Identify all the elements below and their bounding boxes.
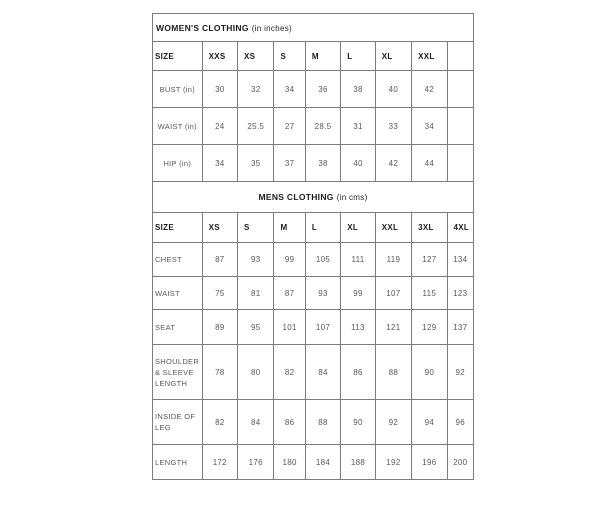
measurement-value: 93: [305, 277, 340, 310]
empty-cell: [447, 108, 473, 145]
measurement-value: 92: [447, 345, 473, 400]
mens-length-row: [153, 445, 474, 480]
measurement-value: 119: [375, 243, 411, 277]
measurement-label: LENGTH: [153, 445, 203, 480]
measurement-value: 36: [305, 71, 340, 108]
measurement-value: 82: [274, 345, 305, 400]
measurement-value: 38: [305, 145, 340, 182]
mens-section-title: [153, 182, 474, 213]
mens-title-text: MENS CLOTHING: [258, 192, 334, 202]
measurement-value: 107: [375, 277, 411, 310]
column-header: L: [305, 213, 340, 243]
column-header: 4XL: [447, 213, 473, 243]
womens-hip-row: [153, 145, 474, 182]
measurement-value: 82: [202, 400, 237, 445]
measurement-value: 42: [412, 71, 447, 108]
measurement-value: 40: [375, 71, 411, 108]
column-header: XL: [341, 213, 375, 243]
column-header: M: [305, 42, 340, 71]
measurement-value: 180: [274, 445, 305, 480]
column-header: M: [274, 213, 305, 243]
measurement-value: 134: [447, 243, 473, 277]
measurement-value: 99: [341, 277, 375, 310]
womens-title-row: [153, 14, 474, 42]
measurement-value: 37: [274, 145, 305, 182]
measurement-value: 87: [274, 277, 305, 310]
measurement-value: 101: [274, 310, 305, 345]
measurement-label: INSIDE OF LEG: [153, 400, 203, 445]
column-header: XS: [202, 213, 237, 243]
measurement-value: 192: [375, 445, 411, 480]
measurement-value: 200: [447, 445, 473, 480]
measurement-value: 44: [412, 145, 447, 182]
measurement-value: 34: [202, 145, 237, 182]
measurement-value: 92: [375, 400, 411, 445]
measurement-value: 42: [375, 145, 411, 182]
womens-waist-row: [153, 108, 474, 145]
mens-shoulder-sleeve-row: [153, 345, 474, 400]
measurement-value: 93: [238, 243, 274, 277]
column-header: 3XL: [412, 213, 447, 243]
measurement-value: 33: [375, 108, 411, 145]
empty-cell: [447, 145, 473, 182]
womens-section-title: [153, 14, 474, 42]
measurement-value: 95: [238, 310, 274, 345]
column-header: XXL: [375, 213, 411, 243]
measurement-value: 172: [202, 445, 237, 480]
measurement-value: 96: [447, 400, 473, 445]
measurement-value: 34: [274, 71, 305, 108]
womens-header-row: [153, 42, 474, 71]
mens-waist-row: [153, 277, 474, 310]
measurement-value: 90: [341, 400, 375, 445]
measurement-value: 38: [341, 71, 375, 108]
measurement-label: SEAT: [153, 310, 203, 345]
measurement-value: 88: [305, 400, 340, 445]
measurement-label: CHEST: [153, 243, 203, 277]
measurement-value: 87: [202, 243, 237, 277]
mens-chest-row: [153, 243, 474, 277]
measurement-value: 86: [274, 400, 305, 445]
measurement-value: 188: [341, 445, 375, 480]
measurement-value: 121: [375, 310, 411, 345]
mens-title-unit: (in cms): [336, 193, 368, 202]
measurement-value: 99: [274, 243, 305, 277]
column-header: S: [238, 213, 274, 243]
measurement-value: 184: [305, 445, 340, 480]
size-chart-table: [152, 13, 474, 480]
womens-bust-row: [153, 71, 474, 108]
measurement-value: 84: [305, 345, 340, 400]
measurement-value: 31: [341, 108, 375, 145]
measurement-label: WAIST: [153, 277, 203, 310]
measurement-value: 113: [341, 310, 375, 345]
column-header: L: [341, 42, 375, 71]
mens-title-row: [153, 182, 474, 213]
measurement-value: 90: [412, 345, 447, 400]
measurement-label: HIP (in): [153, 145, 203, 182]
measurement-label: WAIST (in): [153, 108, 203, 145]
measurement-value: 115: [412, 277, 447, 310]
measurement-value: 80: [238, 345, 274, 400]
measurement-value: 111: [341, 243, 375, 277]
measurement-value: 94: [412, 400, 447, 445]
measurement-value: 75: [202, 277, 237, 310]
measurement-value: 123: [447, 277, 473, 310]
mens-inside-leg-row: [153, 400, 474, 445]
womens-title-unit: (in inches): [251, 23, 292, 33]
measurement-value: 27: [274, 108, 305, 145]
measurement-value: 28.5: [305, 108, 340, 145]
column-header: XL: [375, 42, 411, 71]
measurement-value: 127: [412, 243, 447, 277]
measurement-value: 176: [238, 445, 274, 480]
womens-title-text: WOMEN'S CLOTHING: [156, 22, 249, 33]
measurement-value: 86: [341, 345, 375, 400]
measurement-value: 84: [238, 400, 274, 445]
measurement-label: SHOULDER & SLEEVE LENGTH: [153, 345, 203, 400]
measurement-value: 89: [202, 310, 237, 345]
measurement-value: 32: [238, 71, 274, 108]
measurement-value: 25.5: [238, 108, 274, 145]
measurement-value: 137: [447, 310, 473, 345]
mens-seat-row: [153, 310, 474, 345]
column-header: XXL: [412, 42, 447, 71]
measurement-value: 30: [202, 71, 237, 108]
measurement-value: 24: [202, 108, 237, 145]
measurement-value: 88: [375, 345, 411, 400]
mens-size-header: SIZE: [153, 213, 203, 243]
womens-size-header: SIZE: [153, 42, 203, 71]
measurement-label: BUST (in): [153, 71, 203, 108]
measurement-value: 40: [341, 145, 375, 182]
measurement-value: 34: [412, 108, 447, 145]
measurement-value: 196: [412, 445, 447, 480]
column-header: S: [274, 42, 305, 71]
measurement-value: 78: [202, 345, 237, 400]
measurement-value: 107: [305, 310, 340, 345]
measurement-value: 105: [305, 243, 340, 277]
measurement-value: 129: [412, 310, 447, 345]
empty-cell: [447, 71, 473, 108]
empty-header-cell: [447, 42, 473, 71]
measurement-value: 35: [238, 145, 274, 182]
column-header: XXS: [202, 42, 237, 71]
measurement-value: 81: [238, 277, 274, 310]
mens-header-row: [153, 213, 474, 243]
column-header: XS: [238, 42, 274, 71]
